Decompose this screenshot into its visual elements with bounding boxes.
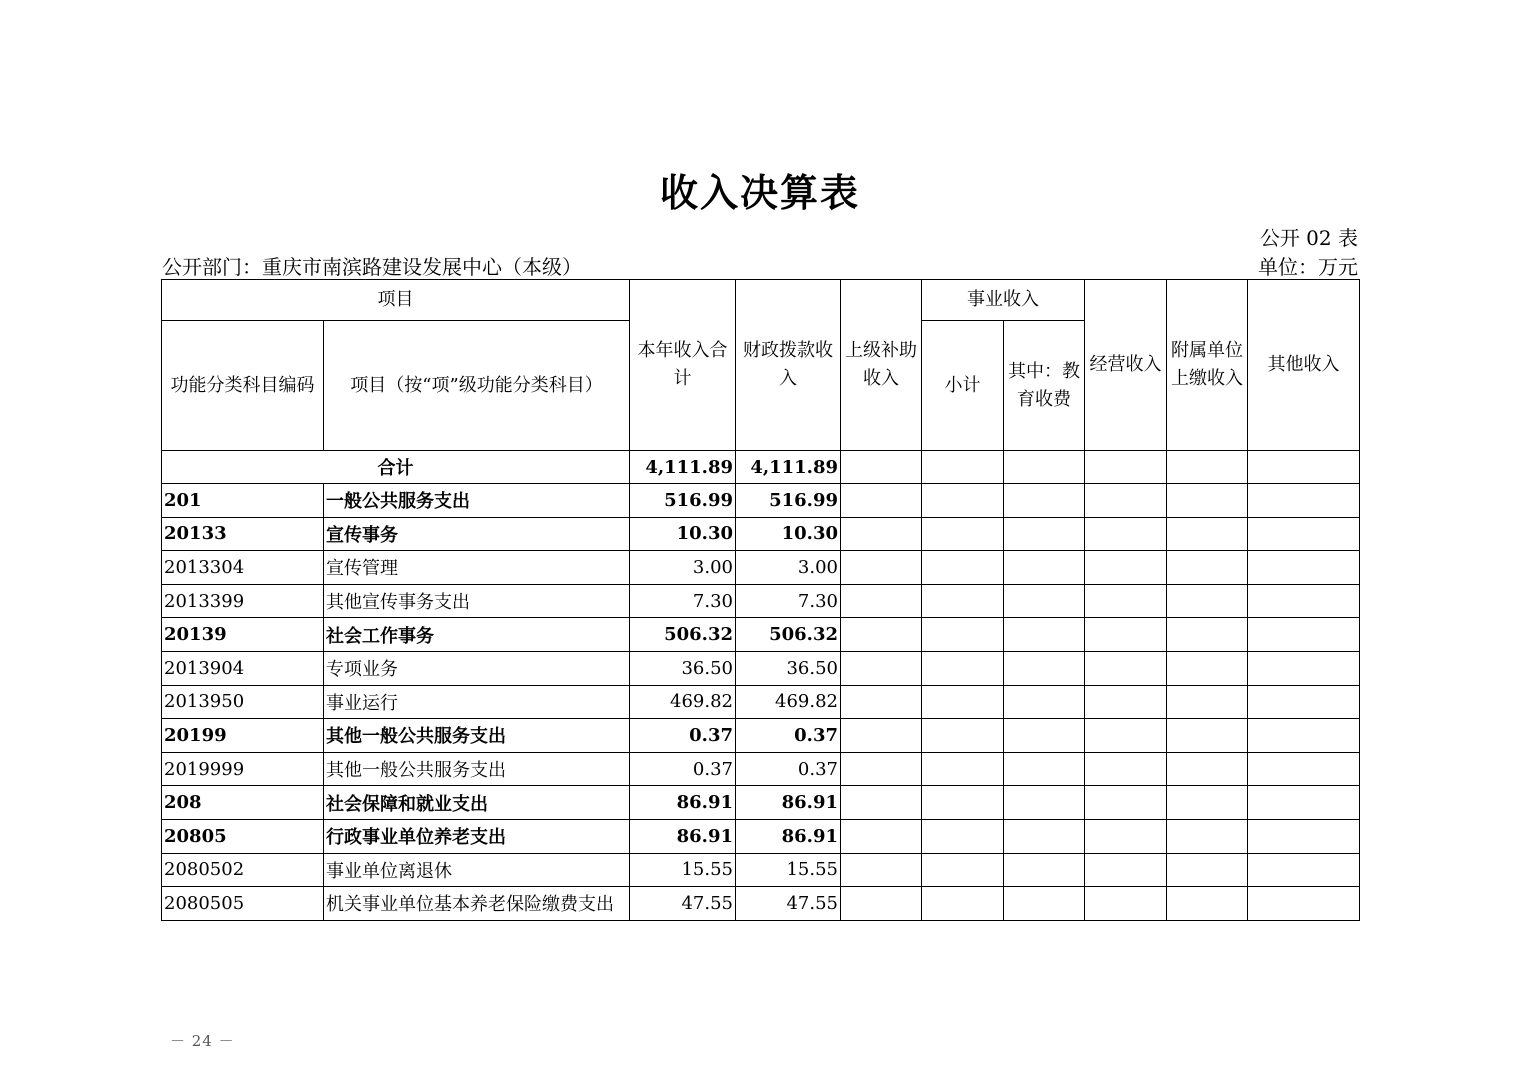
header-name: 项目（按“项”级功能分类科目） xyxy=(324,321,630,451)
empty-cell xyxy=(1248,584,1360,618)
empty-cell xyxy=(841,719,922,753)
page-number: － 24 － xyxy=(170,1032,235,1050)
table-row xyxy=(162,853,1360,887)
table-row xyxy=(162,887,1360,921)
form-number: 公开 02 表 xyxy=(1259,226,1358,250)
row-fiscal: 0.37 xyxy=(736,752,841,786)
row-code: 2019999 xyxy=(162,752,324,786)
row-fiscal: 469.82 xyxy=(736,685,841,719)
empty-cell xyxy=(922,618,1004,652)
header-project-group: 项目 xyxy=(162,280,630,321)
empty-cell xyxy=(1248,517,1360,551)
empty-cell xyxy=(1248,651,1360,685)
empty-cell xyxy=(841,853,922,887)
row-code: 20805 xyxy=(162,819,324,853)
empty-cell xyxy=(922,484,1004,518)
row-fiscal: 516.99 xyxy=(736,484,841,518)
row-name: 其他宣传事务支出 xyxy=(324,584,630,618)
row-name: 行政事业单位养老支出 xyxy=(324,819,630,853)
row-total: 0.37 xyxy=(630,719,736,753)
table-row xyxy=(162,551,1360,585)
row-code: 20199 xyxy=(162,719,324,753)
row-fiscal: 3.00 xyxy=(736,551,841,585)
table-row xyxy=(162,484,1360,518)
empty-cell xyxy=(922,786,1004,820)
table-row xyxy=(162,819,1360,853)
table-row xyxy=(162,651,1360,685)
unit-label: 单位：万元 xyxy=(1258,255,1358,279)
row-name: 机关事业单位基本养老保险缴费支出 xyxy=(324,887,630,921)
row-fiscal: 10.30 xyxy=(736,517,841,551)
row-name: 专项业务 xyxy=(324,651,630,685)
row-code: 2080502 xyxy=(162,853,324,887)
row-fiscal: 0.37 xyxy=(736,719,841,753)
row-code: 208 xyxy=(162,786,324,820)
empty-cell xyxy=(1004,517,1085,551)
table-row xyxy=(162,752,1360,786)
empty-cell xyxy=(922,551,1004,585)
empty-cell xyxy=(841,685,922,719)
empty-cell xyxy=(841,651,922,685)
row-total: 7.30 xyxy=(630,584,736,618)
empty-cell xyxy=(1167,719,1248,753)
total-row xyxy=(162,451,1360,484)
empty-cell xyxy=(922,819,1004,853)
empty-cell xyxy=(1248,719,1360,753)
empty-cell xyxy=(922,719,1004,753)
empty-cell xyxy=(1004,584,1085,618)
row-total: 3.00 xyxy=(630,551,736,585)
header-operation: 经营收入 xyxy=(1085,280,1167,451)
empty-cell xyxy=(1004,853,1085,887)
empty-cell xyxy=(922,853,1004,887)
row-code: 2013399 xyxy=(162,584,324,618)
total-fiscal: 4,111.89 xyxy=(736,451,841,484)
empty-cell xyxy=(841,484,922,518)
empty-cell xyxy=(841,887,922,921)
empty-cell xyxy=(1004,819,1085,853)
empty-cell xyxy=(1248,685,1360,719)
empty-cell xyxy=(841,618,922,652)
empty-cell xyxy=(1248,786,1360,820)
empty-cell xyxy=(1167,618,1248,652)
table-row xyxy=(162,719,1360,753)
header-subtotal: 小计 xyxy=(922,321,1004,451)
header-business-group: 事业收入 xyxy=(922,280,1085,321)
page-title: 收入决算表 xyxy=(659,170,860,215)
empty-cell xyxy=(1085,752,1167,786)
row-total: 15.55 xyxy=(630,853,736,887)
row-code: 2013950 xyxy=(162,685,324,719)
empty-cell xyxy=(922,584,1004,618)
row-total: 506.32 xyxy=(630,618,736,652)
empty-cell xyxy=(1167,887,1248,921)
empty-cell xyxy=(1085,819,1167,853)
empty-cell xyxy=(1167,584,1248,618)
row-name: 事业运行 xyxy=(324,685,630,719)
department-label: 公开部门：重庆市南滨路建设发展中心（本级） xyxy=(162,255,582,279)
empty-cell xyxy=(841,584,922,618)
row-name: 其他一般公共服务支出 xyxy=(324,752,630,786)
row-total: 86.91 xyxy=(630,819,736,853)
row-fiscal: 47.55 xyxy=(736,887,841,921)
empty-cell xyxy=(922,651,1004,685)
empty-cell xyxy=(841,819,922,853)
empty-cell xyxy=(1085,484,1167,518)
empty-cell xyxy=(1004,651,1085,685)
empty-cell xyxy=(1085,887,1167,921)
empty-cell xyxy=(1085,517,1167,551)
row-code: 2080505 xyxy=(162,887,324,921)
empty-cell xyxy=(1085,719,1167,753)
empty-cell xyxy=(1167,819,1248,853)
empty-cell xyxy=(1167,853,1248,887)
row-name: 宣传管理 xyxy=(324,551,630,585)
empty-cell xyxy=(1248,551,1360,585)
row-code: 20133 xyxy=(162,517,324,551)
empty-cell xyxy=(1167,651,1248,685)
empty-cell xyxy=(1004,786,1085,820)
empty-cell xyxy=(1004,887,1085,921)
empty-cell xyxy=(1167,551,1248,585)
empty-cell xyxy=(922,517,1004,551)
empty-cell xyxy=(1004,752,1085,786)
row-name: 社会工作事务 xyxy=(324,618,630,652)
empty-cell xyxy=(841,786,922,820)
row-total: 47.55 xyxy=(630,887,736,921)
empty-cell xyxy=(1085,786,1167,820)
row-name: 宣传事务 xyxy=(324,517,630,551)
empty-cell xyxy=(1085,651,1167,685)
empty-cell xyxy=(1248,819,1360,853)
row-name: 一般公共服务支出 xyxy=(324,484,630,518)
empty-cell xyxy=(1167,685,1248,719)
header-edu-fee: 其中：教育收费 xyxy=(1004,321,1085,451)
empty-cell xyxy=(1085,853,1167,887)
row-fiscal: 86.91 xyxy=(736,786,841,820)
row-name: 事业单位离退休 xyxy=(324,853,630,887)
row-fiscal: 506.32 xyxy=(736,618,841,652)
empty-cell xyxy=(1004,551,1085,585)
empty-cell xyxy=(1004,484,1085,518)
empty-cell xyxy=(1167,484,1248,518)
row-fiscal: 7.30 xyxy=(736,584,841,618)
table-header xyxy=(162,280,1360,451)
empty-cell xyxy=(922,887,1004,921)
empty-cell xyxy=(1004,618,1085,652)
row-total: 469.82 xyxy=(630,685,736,719)
income-table xyxy=(161,279,1360,921)
empty-cell xyxy=(1004,685,1085,719)
empty-cell xyxy=(1085,618,1167,652)
row-total: 10.30 xyxy=(630,517,736,551)
empty-cell xyxy=(1248,887,1360,921)
row-code: 20139 xyxy=(162,618,324,652)
row-code: 2013304 xyxy=(162,551,324,585)
row-fiscal: 36.50 xyxy=(736,651,841,685)
empty-cell xyxy=(1248,484,1360,518)
row-code: 201 xyxy=(162,484,324,518)
empty-cell xyxy=(1248,752,1360,786)
empty-cell xyxy=(1167,752,1248,786)
total-label: 合计 xyxy=(162,451,630,484)
table-body xyxy=(162,451,1360,921)
table-row xyxy=(162,517,1360,551)
empty-cell xyxy=(1004,719,1085,753)
row-total: 36.50 xyxy=(630,651,736,685)
table-row xyxy=(162,618,1360,652)
empty-cell xyxy=(841,517,922,551)
empty-cell xyxy=(841,752,922,786)
empty-cell xyxy=(1085,551,1167,585)
row-name: 其他一般公共服务支出 xyxy=(324,719,630,753)
empty-cell xyxy=(841,551,922,585)
empty-cell xyxy=(1167,517,1248,551)
empty-cell xyxy=(1167,786,1248,820)
row-total: 516.99 xyxy=(630,484,736,518)
header-total: 本年收入合计 xyxy=(630,280,736,451)
empty-cell xyxy=(1085,584,1167,618)
table-row xyxy=(162,584,1360,618)
table-row xyxy=(162,685,1360,719)
row-fiscal: 86.91 xyxy=(736,819,841,853)
header-upper-subsidy: 上级补助收入 xyxy=(841,280,922,451)
row-code: 2013904 xyxy=(162,651,324,685)
row-total: 86.91 xyxy=(630,786,736,820)
header-other: 其他收入 xyxy=(1248,280,1360,451)
empty-cell xyxy=(1085,685,1167,719)
total-amount: 4,111.89 xyxy=(630,451,736,484)
empty-cell xyxy=(1248,853,1360,887)
header-fiscal: 财政拨款收入 xyxy=(736,280,841,451)
row-total: 0.37 xyxy=(630,752,736,786)
header-affiliated: 附属单位上缴收入 xyxy=(1167,280,1248,451)
empty-cell xyxy=(1248,618,1360,652)
empty-cell xyxy=(922,685,1004,719)
header-code: 功能分类科目编码 xyxy=(162,321,324,451)
row-name: 社会保障和就业支出 xyxy=(324,786,630,820)
table-row xyxy=(162,786,1360,820)
row-fiscal: 15.55 xyxy=(736,853,841,887)
empty-cell xyxy=(922,752,1004,786)
